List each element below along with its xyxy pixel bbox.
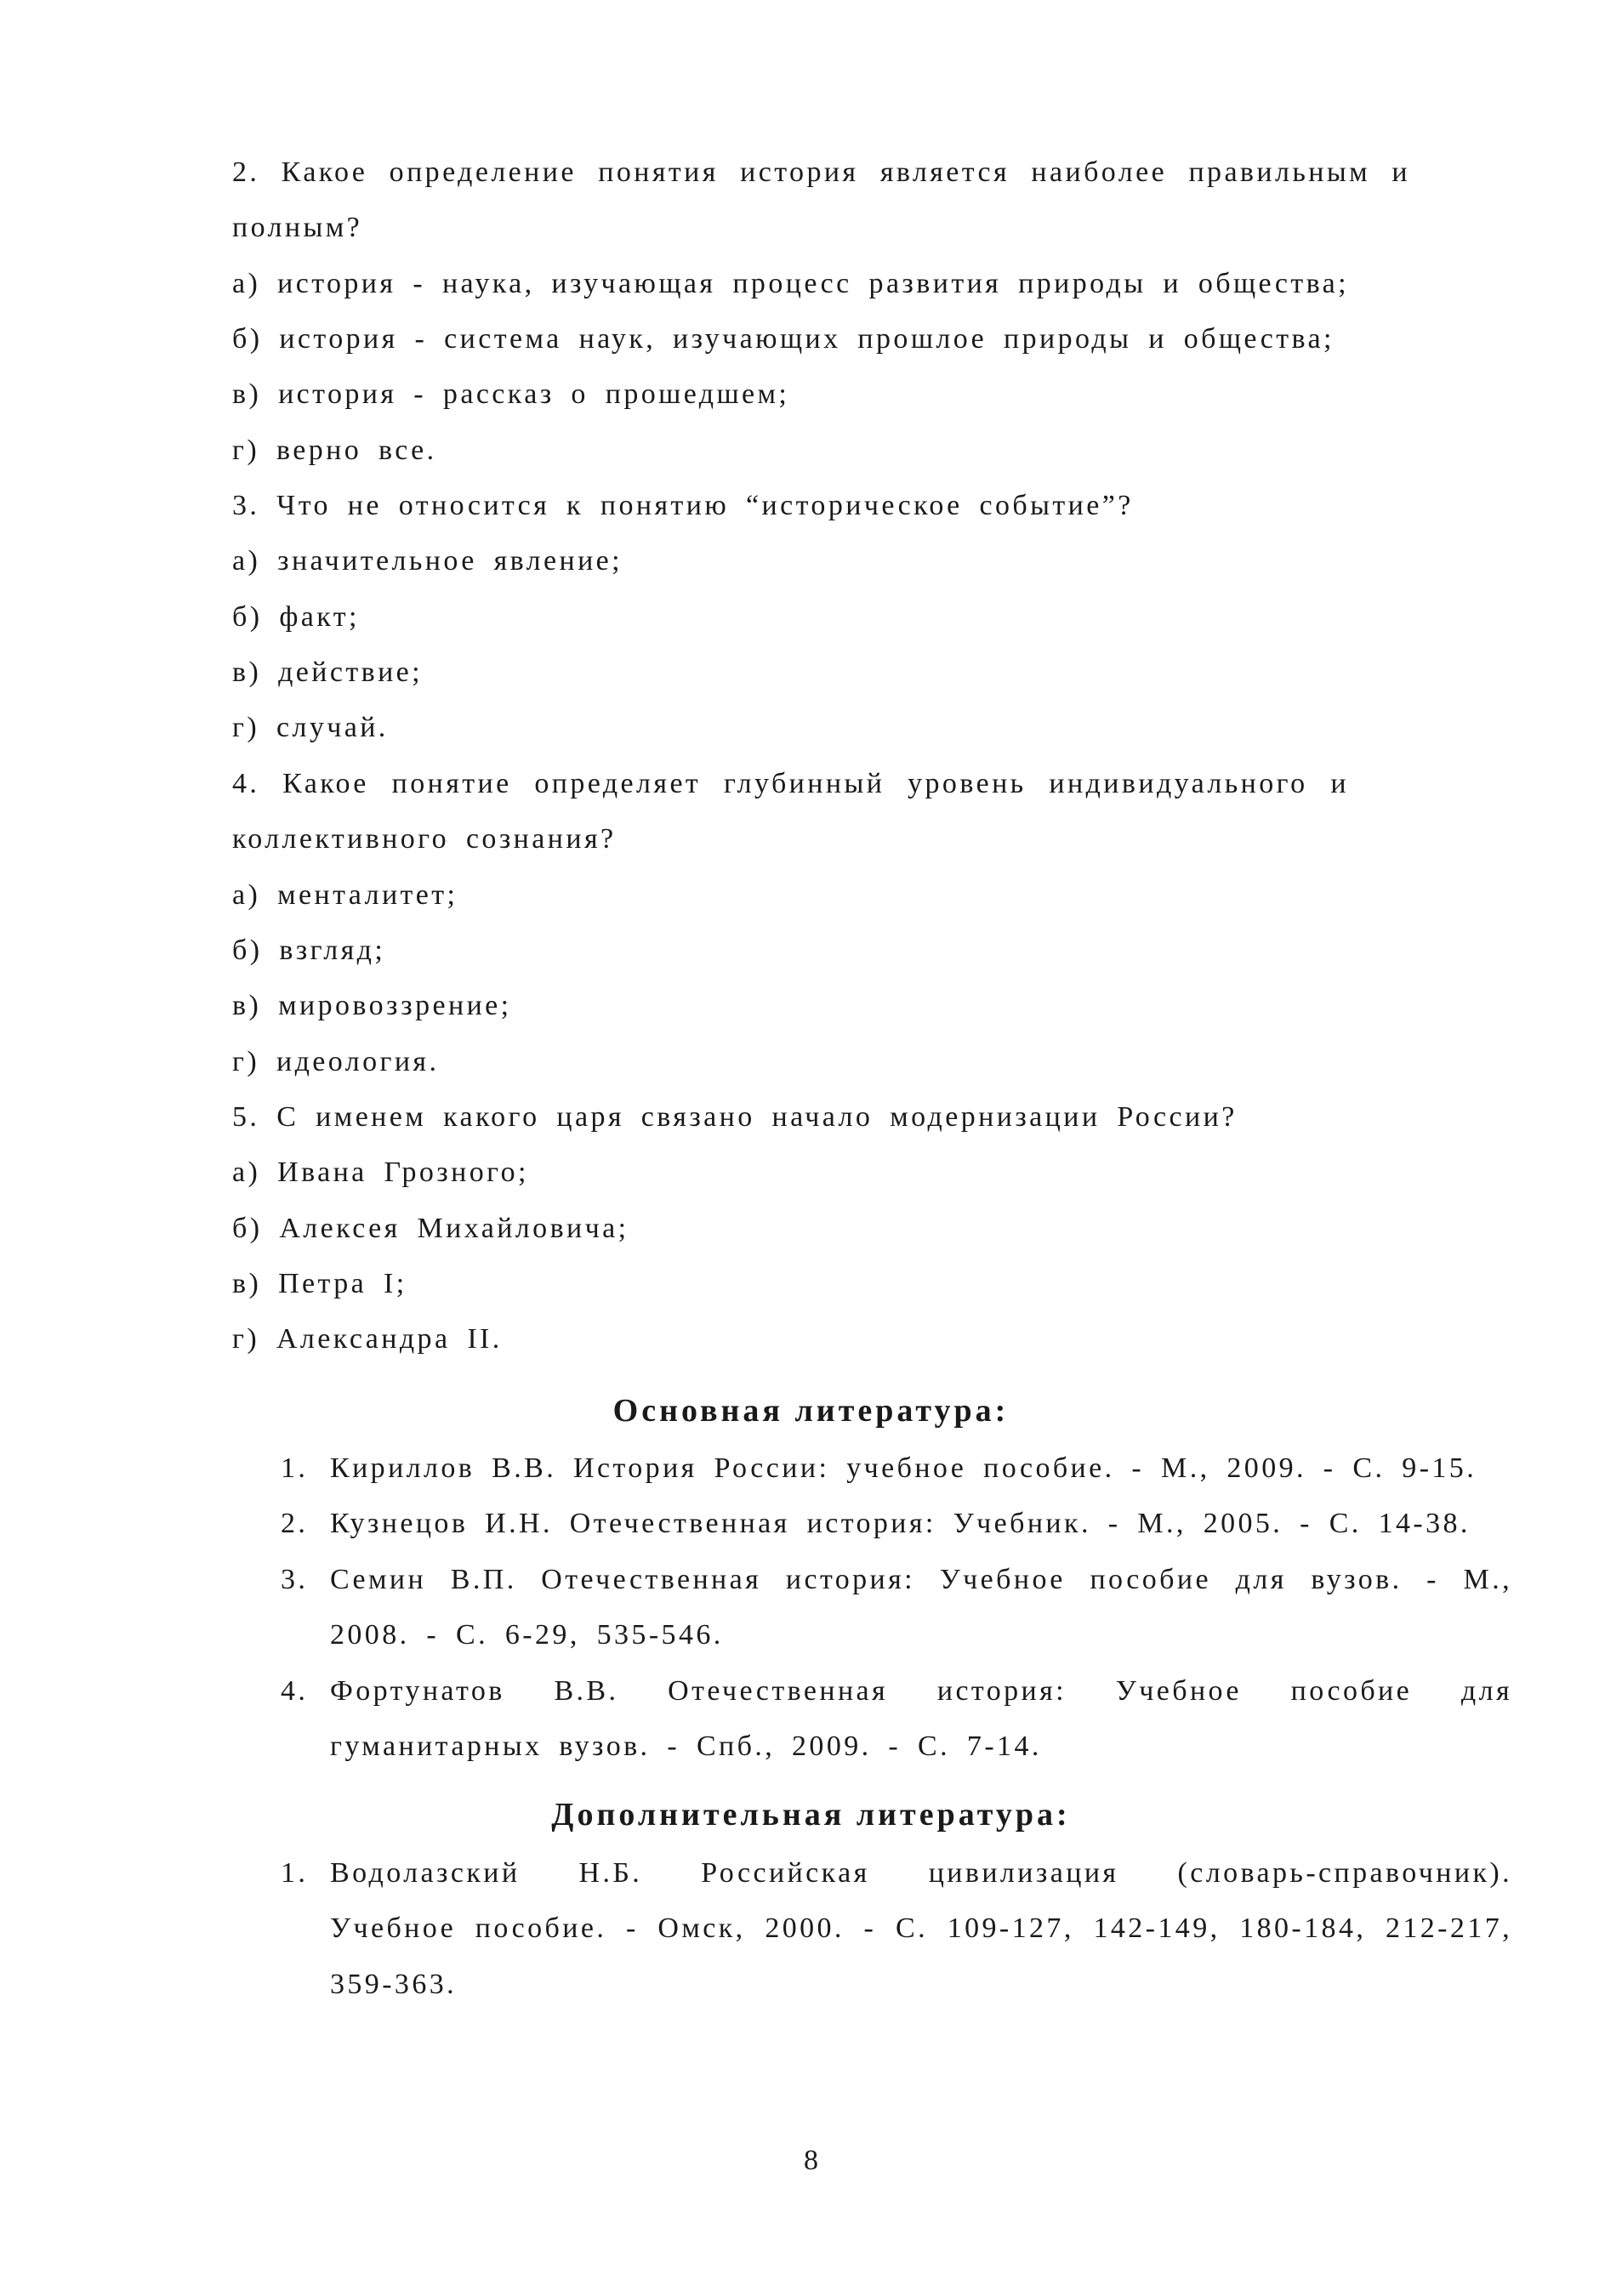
page-number: 8 — [804, 2145, 818, 2176]
answer-option: б) Алексея Михайловича; — [232, 1213, 629, 1244]
answer-option: а) менталитет; — [232, 879, 458, 911]
additional-literature-heading: Дополнительная литература: — [551, 1797, 1071, 1833]
list-number: 1. — [281, 1452, 309, 1484]
answer-option: в) действие; — [232, 656, 423, 688]
answer-option: г) случай. — [232, 712, 389, 743]
answer-option: б) факт; — [232, 601, 360, 633]
literature-line: Учебное пособие. - Омск, 2000. - С. 109-127, 142-149, 180-184, 212-217, — [330, 1912, 1512, 1944]
list-number: 2. — [281, 1508, 309, 1539]
answer-option: г) верно все. — [232, 435, 437, 466]
literature-line: Семин В.П. Отечественная история: Учебное пособие для вузов. - М., — [330, 1564, 1512, 1595]
literature-line: Кузнецов И.Н. Отечественная история: Учебник. - М., 2005. - С. 14-38. — [330, 1508, 1471, 1539]
literature-line: Фортунатов В.В. Отечественная история: Учебное пособие для — [330, 1675, 1512, 1707]
answer-option: а) Ивана Грозного; — [232, 1157, 529, 1188]
literature-line: гуманитарных вузов. - Спб., 2009. - С. 7-14. — [330, 1731, 1042, 1762]
question-text-line: 4. Какое понятие определяет глубинный уровень индивидуального и — [232, 768, 1349, 799]
answer-option: в) мировоззрение; — [232, 990, 512, 1021]
answer-option: г) идеология. — [232, 1046, 440, 1077]
list-number: 1. — [281, 1857, 309, 1889]
question-text-line: 2. Какое определение понятия история является наиболее правильным и — [232, 156, 1410, 188]
answer-option: в) Петра I; — [232, 1268, 407, 1299]
answer-option: б) история - система наук, изучающих прошлое природы и общества; — [232, 323, 1335, 355]
literature-line: 2008. - С. 6-29, 535-546. — [330, 1619, 724, 1651]
list-number: 4. — [281, 1675, 309, 1707]
question-text-line: коллективного сознания? — [232, 823, 617, 855]
list-number: 3. — [281, 1564, 309, 1595]
answer-option: б) взгляд; — [232, 935, 386, 966]
answer-option: а) значительное явление; — [232, 545, 623, 577]
main-literature-heading: Основная литература: — [612, 1393, 1010, 1429]
literature-line: Водолазский Н.Б. Российская цивилизация (словарь-справочник). — [330, 1857, 1512, 1889]
answer-option: в) история - рассказ о прошедшем; — [232, 378, 790, 410]
literature-line: 359-363. — [330, 1969, 458, 2000]
question-text-line: 5. С именем какого царя связано начало модернизации России? — [232, 1101, 1238, 1133]
answer-option: а) история - наука, изучающая процесс развития природы и общества; — [232, 268, 1349, 299]
answer-option: г) Александра II. — [232, 1323, 503, 1355]
literature-line: Кириллов В.В. История России: учебное пособие. - М., 2009. - С. 9-15. — [330, 1452, 1477, 1484]
question-text-line: 3. Что не относится к понятию “историческое событие”? — [232, 490, 1134, 521]
question-text-line: полным? — [232, 212, 363, 243]
